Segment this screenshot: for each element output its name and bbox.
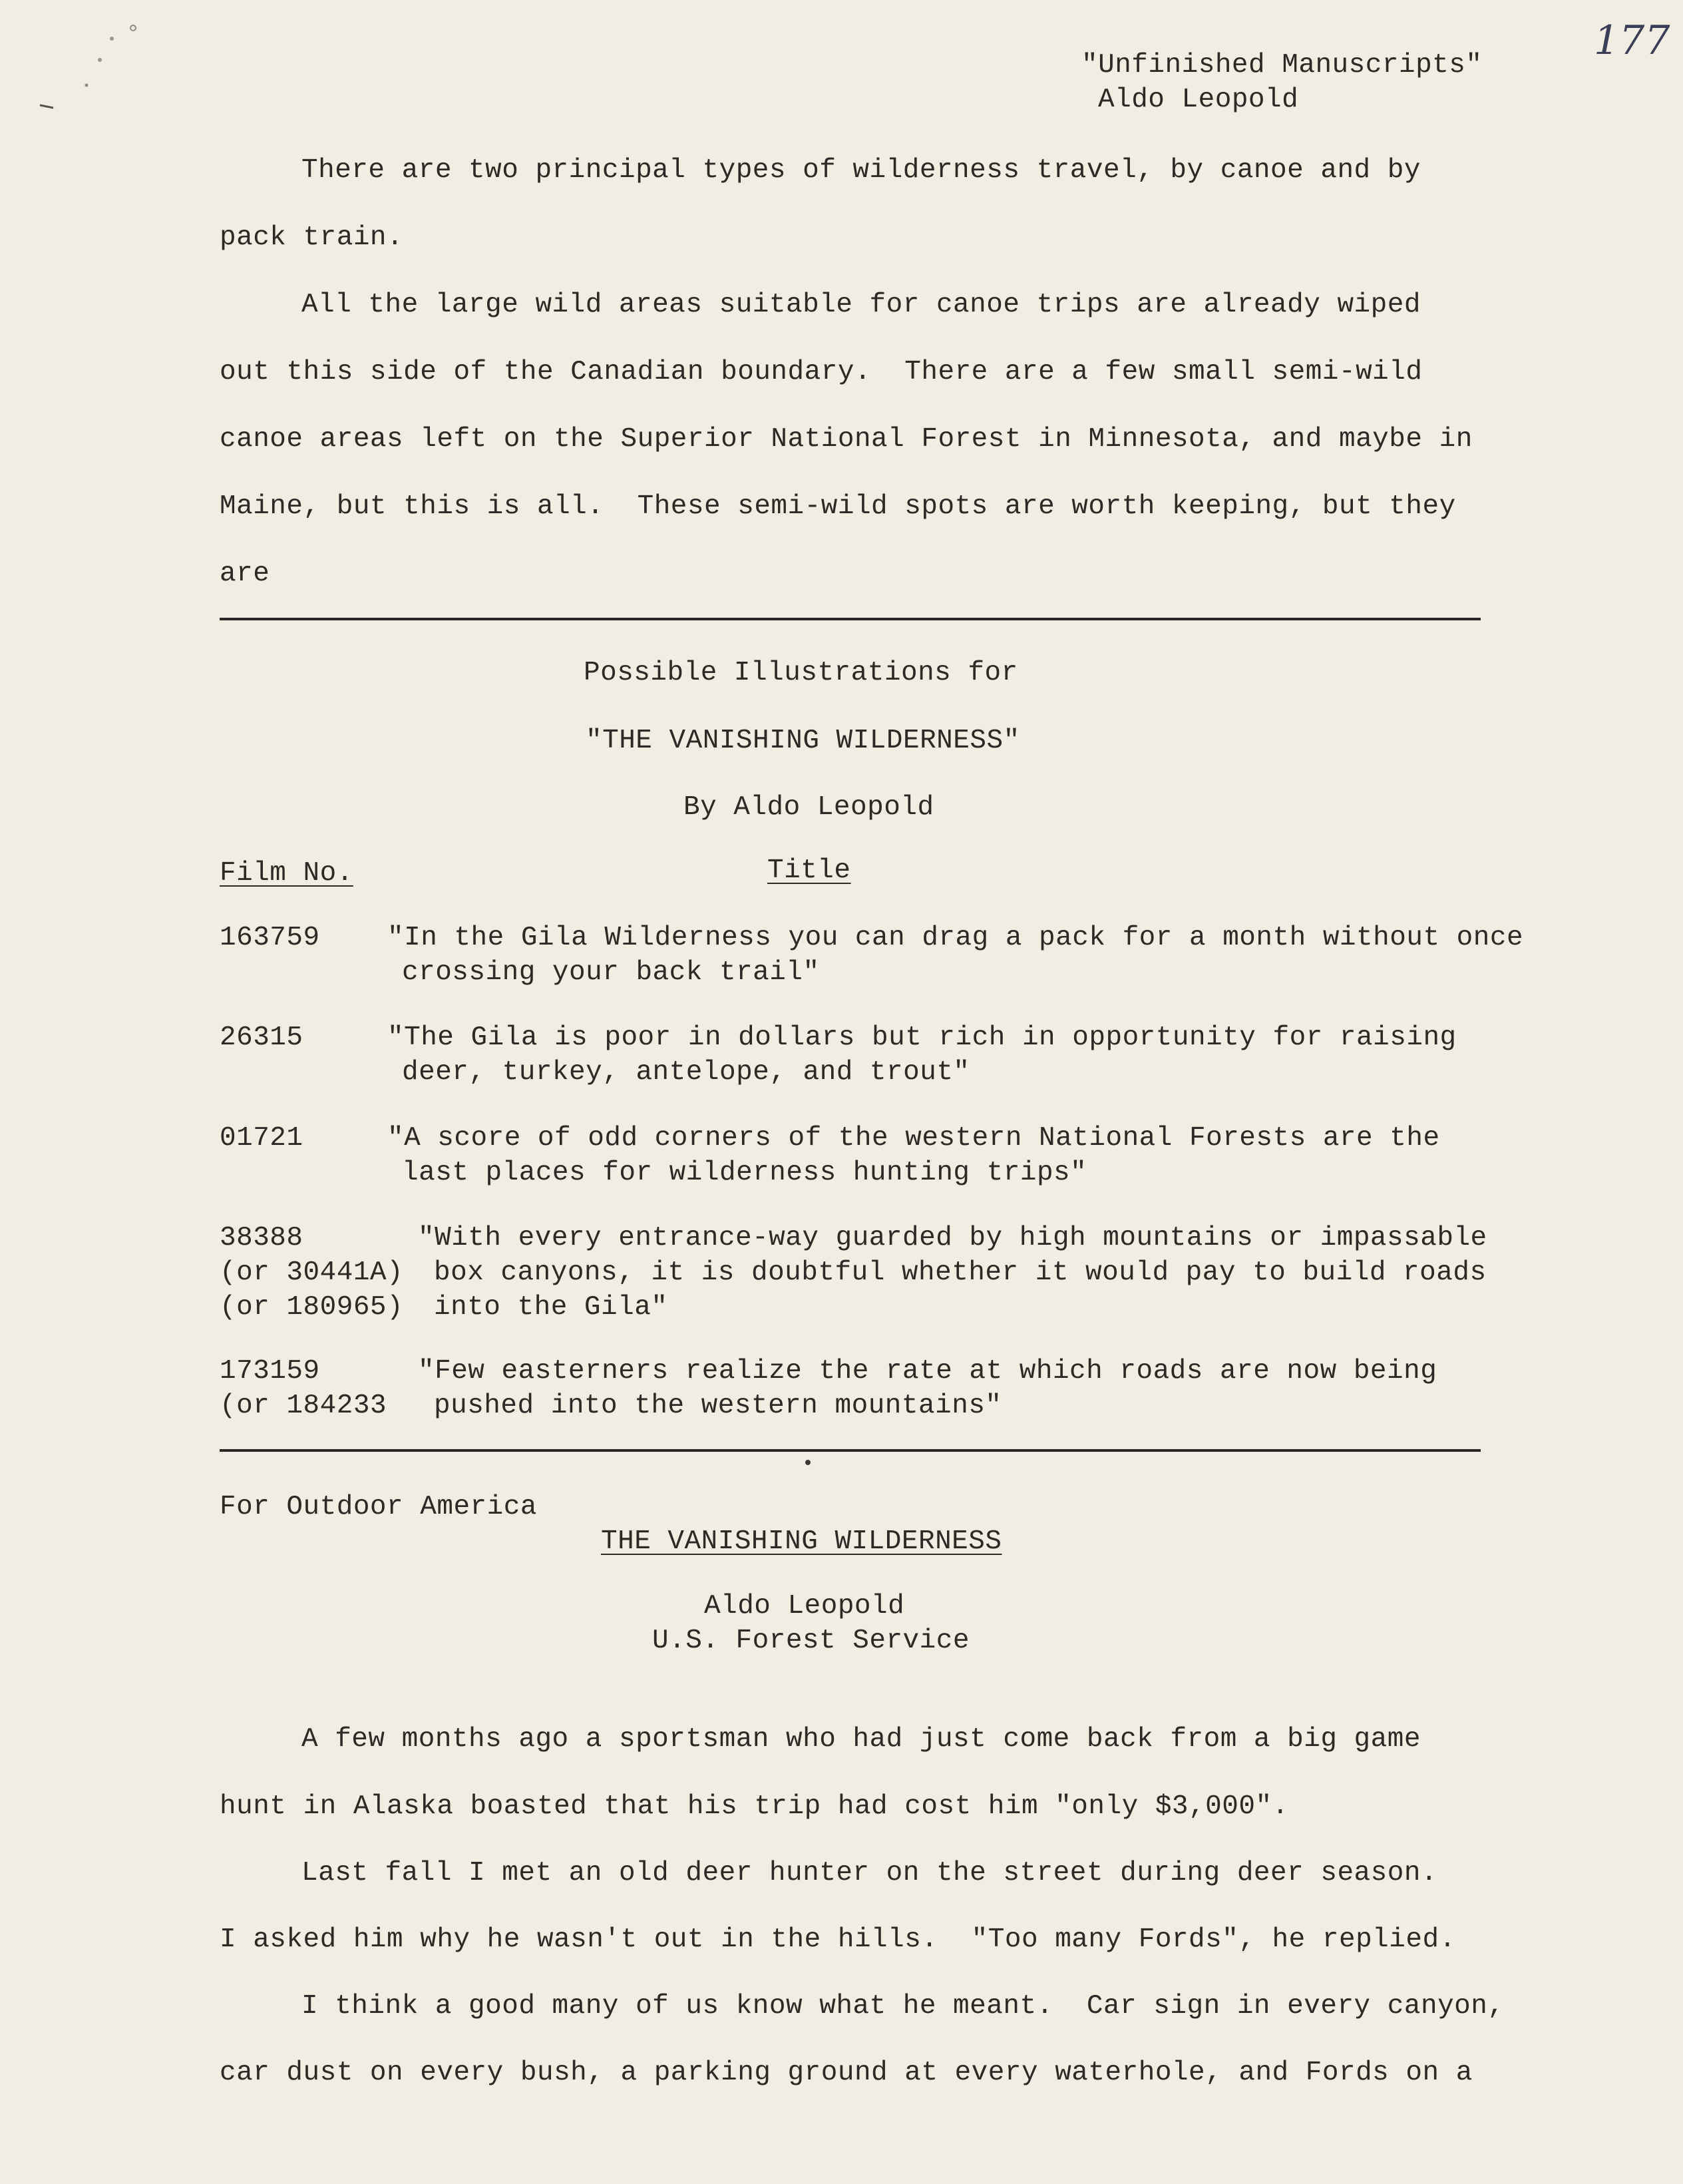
caption-line: "Few easterners realize the rate at which roads are now being <box>418 1356 1437 1387</box>
illustrations-heading: Possible Illustrations for <box>584 658 1018 688</box>
column-header-film: Film No. <box>220 858 353 889</box>
caption-line: "A score of odd corners of the western National Forests are the <box>387 1123 1440 1154</box>
film-number-alt: (or 30441A) <box>220 1257 404 1288</box>
fragment-line: out this side of the Canadian boundary. There are a few small semi-wild <box>220 357 1423 387</box>
caption-line: into the Gila" <box>434 1292 668 1323</box>
body-line: car dust on every bush, a parking ground at every waterhole, and Fords on a <box>220 2058 1473 2088</box>
fragment-line: canoe areas left on the Superior National Forest in Minnesota, and maybe in <box>220 424 1473 455</box>
page-number: 177 <box>1594 17 1670 64</box>
film-number: 173159 <box>220 1356 320 1387</box>
film-number: 01721 <box>220 1123 303 1154</box>
caption-line: crossing your back trail" <box>402 957 820 988</box>
caption-line: last places for wilderness hunting trips" <box>402 1158 1087 1188</box>
fragment-line: Maine, but this is all. These semi-wild spots are worth keeping, but they <box>220 491 1456 522</box>
illustrations-byline: By Aldo Leopold <box>683 792 934 823</box>
fragment-line: pack train. <box>220 222 404 253</box>
divider-rule <box>220 1449 1481 1452</box>
body-line: A few months ago a sportsman who had just come back from a big game <box>301 1724 1421 1755</box>
publication-line: For Outdoor America <box>220 1492 537 1522</box>
body-line: I think a good many of us know what he meant. Car sign in every canyon, <box>301 1991 1505 2022</box>
ink-dot <box>805 1460 811 1465</box>
fragment-line: There are two principal types of wilderness travel, by canoe and by <box>301 155 1421 186</box>
paper-specks <box>33 13 166 120</box>
article-author: Aldo Leopold <box>704 1591 905 1622</box>
body-line: Last fall I met an old deer hunter on the street during deer season. <box>301 1858 1438 1888</box>
article-title: THE VANISHING WILDERNESS <box>601 1526 1002 1557</box>
film-number: 38388 <box>220 1223 303 1253</box>
film-number-alt: (or 184233 <box>220 1391 387 1421</box>
film-number: 26315 <box>220 1022 303 1053</box>
article-affiliation: U.S. Forest Service <box>652 1626 970 1656</box>
body-line: I asked him why he wasn't out in the hills. "Too many Fords", he replied. <box>220 1924 1456 1955</box>
caption-line: pushed into the western mountains" <box>434 1391 1002 1421</box>
caption-line: deer, turkey, antelope, and trout" <box>402 1057 970 1088</box>
fragment-line: are <box>220 558 270 589</box>
header-title: "Unfinished Manuscripts" <box>1081 50 1483 81</box>
caption-line: "In the Gila Wilderness you can drag a pack for a month without once <box>387 923 1524 953</box>
film-number: 163759 <box>220 923 320 953</box>
body-line: hunt in Alaska boasted that his trip had cost him "only $3,000". <box>220 1791 1289 1822</box>
film-number-alt: (or 180965) <box>220 1292 404 1323</box>
illustrations-title: "THE VANISHING WILDERNESS" <box>586 726 1020 756</box>
header-author: Aldo Leopold <box>1098 85 1299 115</box>
divider-rule <box>220 618 1481 620</box>
fragment-line: All the large wild areas suitable for canoe trips are already wiped <box>301 290 1421 320</box>
column-header-title: Title <box>767 855 851 886</box>
caption-line: "The Gila is poor in dollars but rich in opportunity for raising <box>387 1022 1457 1053</box>
caption-line: box canyons, it is doubtful whether it would pay to build roads <box>434 1257 1487 1288</box>
caption-line: "With every entrance-way guarded by high mountains or impassable <box>418 1223 1487 1253</box>
